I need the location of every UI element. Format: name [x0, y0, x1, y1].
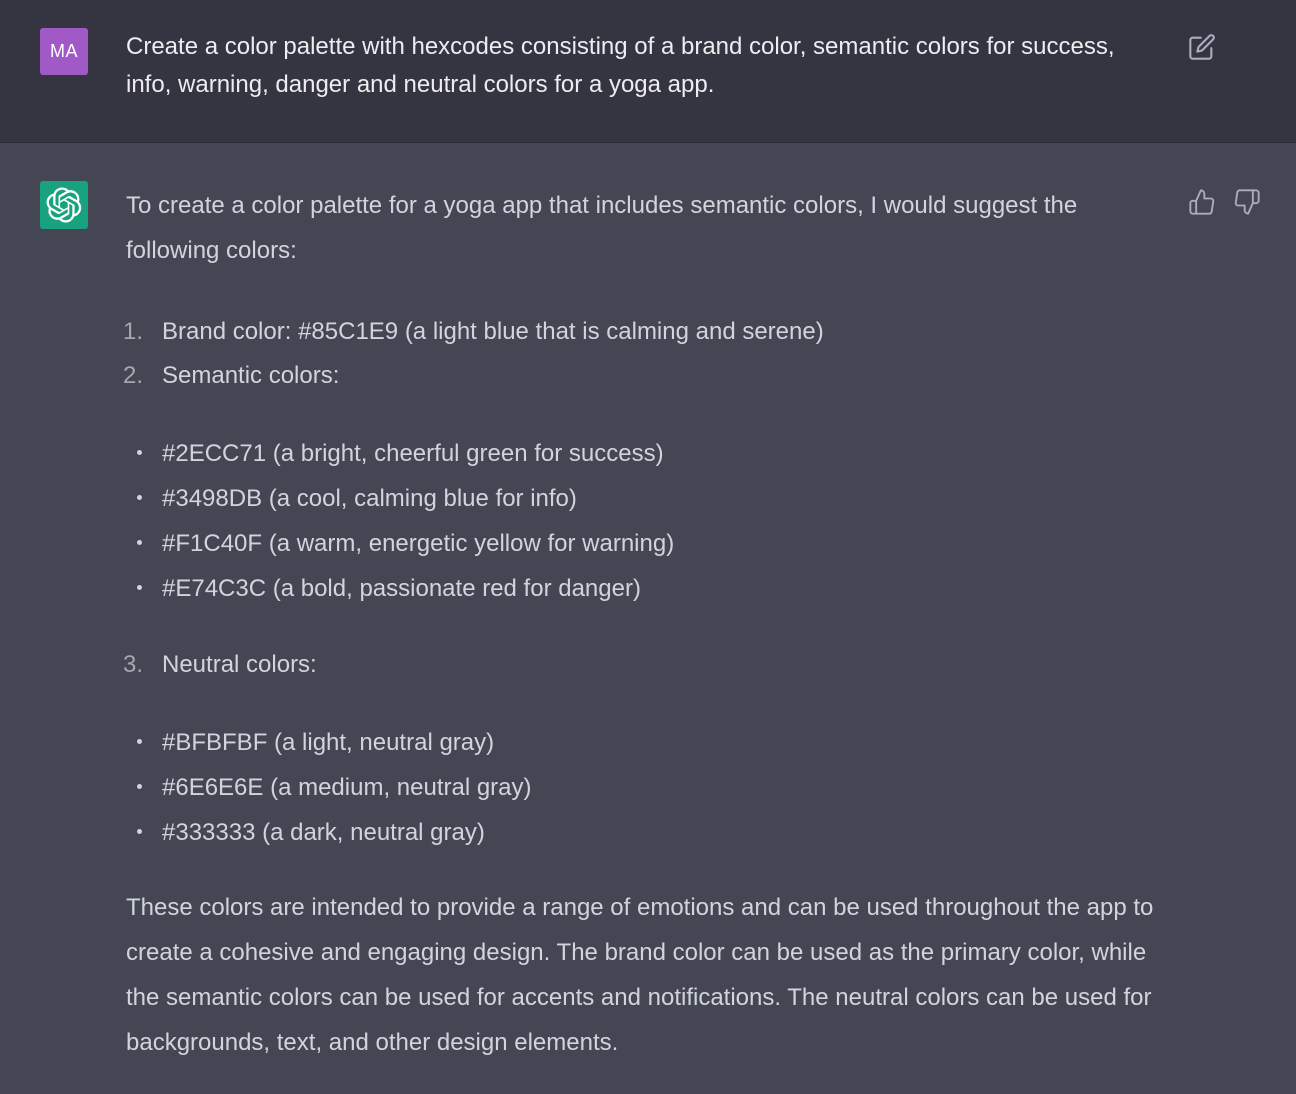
list-item-text: Brand color: #85C1E9 (a light blue that is calming and serene) — [162, 318, 824, 345]
list-number: 3. — [123, 651, 144, 678]
list-item-text: #3498DB (a cool, calming blue for info) — [162, 485, 577, 512]
neutral-color-light — [126, 720, 1176, 765]
bullet-dot — [137, 450, 142, 455]
list-item-semantic-colors — [123, 354, 1176, 398]
bullet-dot — [137, 739, 142, 744]
user-message-row — [0, 0, 1296, 143]
list-item-text: Semantic colors: — [162, 362, 340, 389]
bullet-dot — [137, 495, 142, 500]
openai-logo-icon — [46, 187, 82, 223]
bullet-dot — [137, 829, 142, 834]
semantic-colors-list — [126, 431, 1176, 611]
semantic-color-success — [126, 431, 1176, 476]
edit-icon[interactable] — [1188, 33, 1216, 61]
list-number: 1. — [123, 318, 144, 345]
bullet-dot — [137, 585, 142, 590]
list-item-text: #F1C40F (a warm, energetic yellow for warning) — [162, 530, 675, 557]
list-item-brand-color — [123, 310, 1176, 354]
semantic-color-danger — [126, 566, 1176, 611]
user-avatar: MA — [40, 28, 88, 75]
list-item-text: #BFBFBF (a light, neutral gray) — [162, 729, 495, 756]
list-item-text: #2ECC71 (a bright, cheerful green for success) — [162, 440, 664, 467]
thumbs-up-icon[interactable] — [1188, 188, 1216, 216]
intro-paragraph: To create a color palette for a yoga app that includes semantic colors, I would suggest the following colors: — [126, 192, 1078, 264]
neutral-color-medium — [126, 765, 1176, 810]
assistant-message-content — [123, 183, 1176, 1065]
list-item-text: #E74C3C (a bold, passionate red for danger) — [162, 575, 641, 602]
assistant-avatar — [40, 181, 88, 229]
list-number: 2. — [123, 362, 144, 389]
list-item-neutral-colors — [123, 643, 1176, 687]
bullet-dot — [137, 784, 142, 789]
neutral-color-dark — [126, 810, 1176, 855]
user-message-text: Create a color palette with hexcodes consisting of a brand color, semantic colors for success, info, warning, danger and neutral colors for a yoga app. — [126, 33, 1115, 98]
list-item-text: #333333 (a dark, neutral gray) — [162, 819, 485, 846]
bullet-dot — [137, 540, 142, 545]
list-item-text: #6E6E6E (a medium, neutral gray) — [162, 774, 532, 801]
neutral-colors-list — [126, 720, 1176, 855]
semantic-color-warning — [126, 521, 1176, 566]
semantic-color-info — [126, 476, 1176, 521]
assistant-message-row — [0, 143, 1296, 1094]
thumbs-down-icon[interactable] — [1233, 188, 1261, 216]
conclusion-paragraph: These colors are intended to provide a range of emotions and can be used throughout the app to create a cohesive and engaging design. The brand color can be used as the primary color, while the semantic colors can be used for accents and notifications. The neutral colors can be used for backgrounds, text, and other design elements. — [126, 894, 1154, 1056]
list-item-text: Neutral colors: — [162, 651, 317, 678]
